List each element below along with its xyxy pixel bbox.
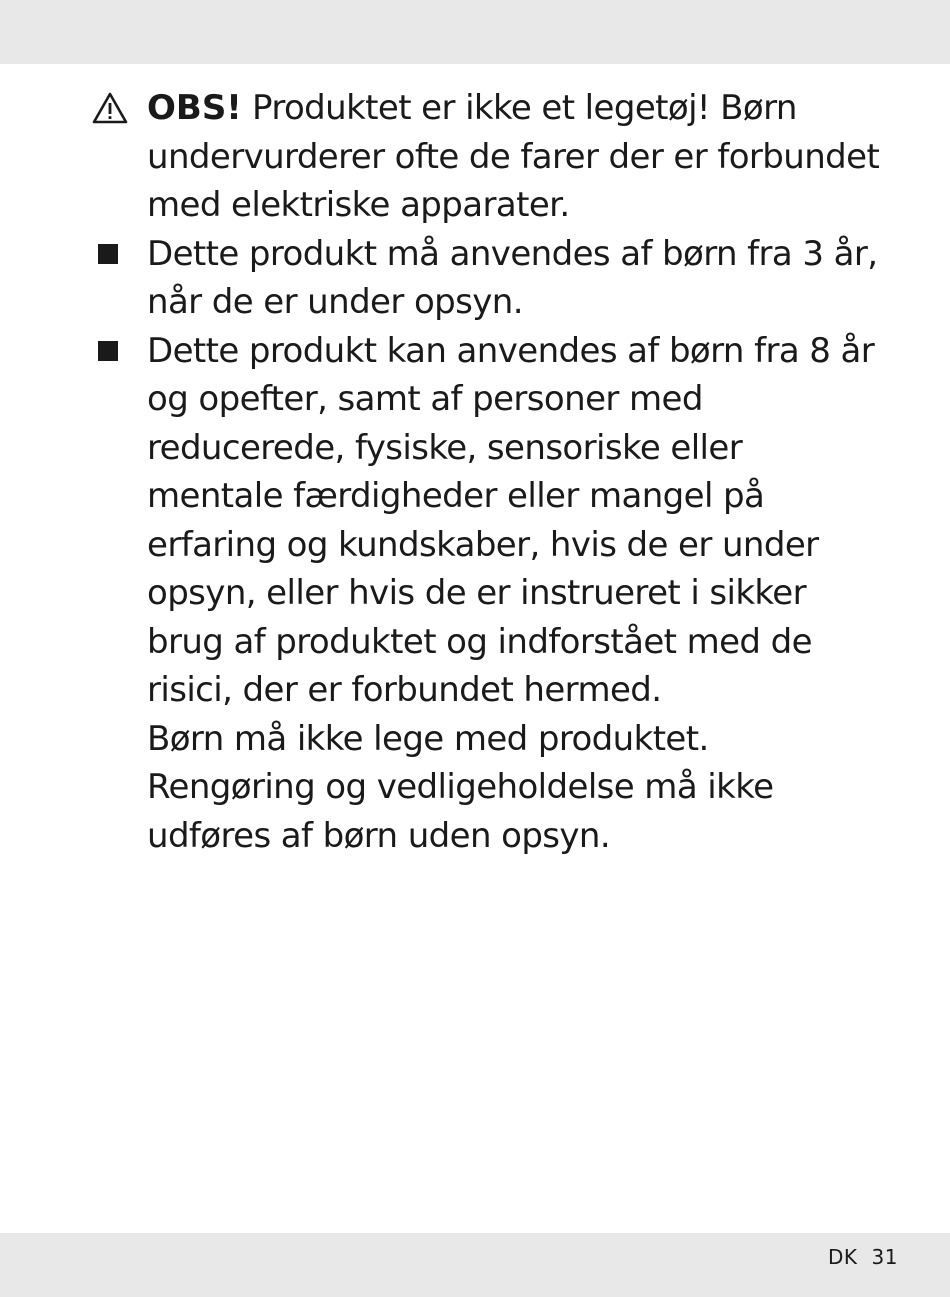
square-bullet-icon <box>98 327 118 376</box>
bullet-text: Dette produkt må anvendes af børn fra 3 år, når de er under opsyn. <box>147 233 878 322</box>
document-content <box>0 84 950 860</box>
warning-notice <box>0 84 950 230</box>
footer-language: DK <box>828 1245 858 1269</box>
square-bullet-icon <box>98 230 118 279</box>
bullet-item-1 <box>0 230 950 327</box>
bottom-band <box>0 1233 950 1297</box>
warning-label: OBS! <box>147 88 242 128</box>
bullet-text: Dette produkt kan anvendes af børn fra 8 år og opefter, samt af personer med reducerede, fysiske, sensoriske eller mentale færdigheder eller mangel på erfaring og kundskaber, hvis de er under opsyn, eller hvis de er instrueret i sikker brug af produktet og indforstået med de risici, der er forbundet hermed. <box>147 330 875 710</box>
warning-text: Produktet er ikke et legetøj! Børn undervurderer ofte de farer der er forbundet med elektriske apparater. <box>147 88 880 225</box>
top-band <box>0 0 950 64</box>
bullet-continuation <box>0 715 950 861</box>
continuation-text: Børn må ikke lege med produktet. Rengøring og vedligeholdelse må ikke udføres af børn uden opsyn. <box>147 718 774 856</box>
warning-triangle-icon <box>92 84 128 133</box>
page-number: 31 <box>871 1245 898 1269</box>
bullet-item-2 <box>0 327 950 715</box>
page-footer <box>828 1245 898 1269</box>
